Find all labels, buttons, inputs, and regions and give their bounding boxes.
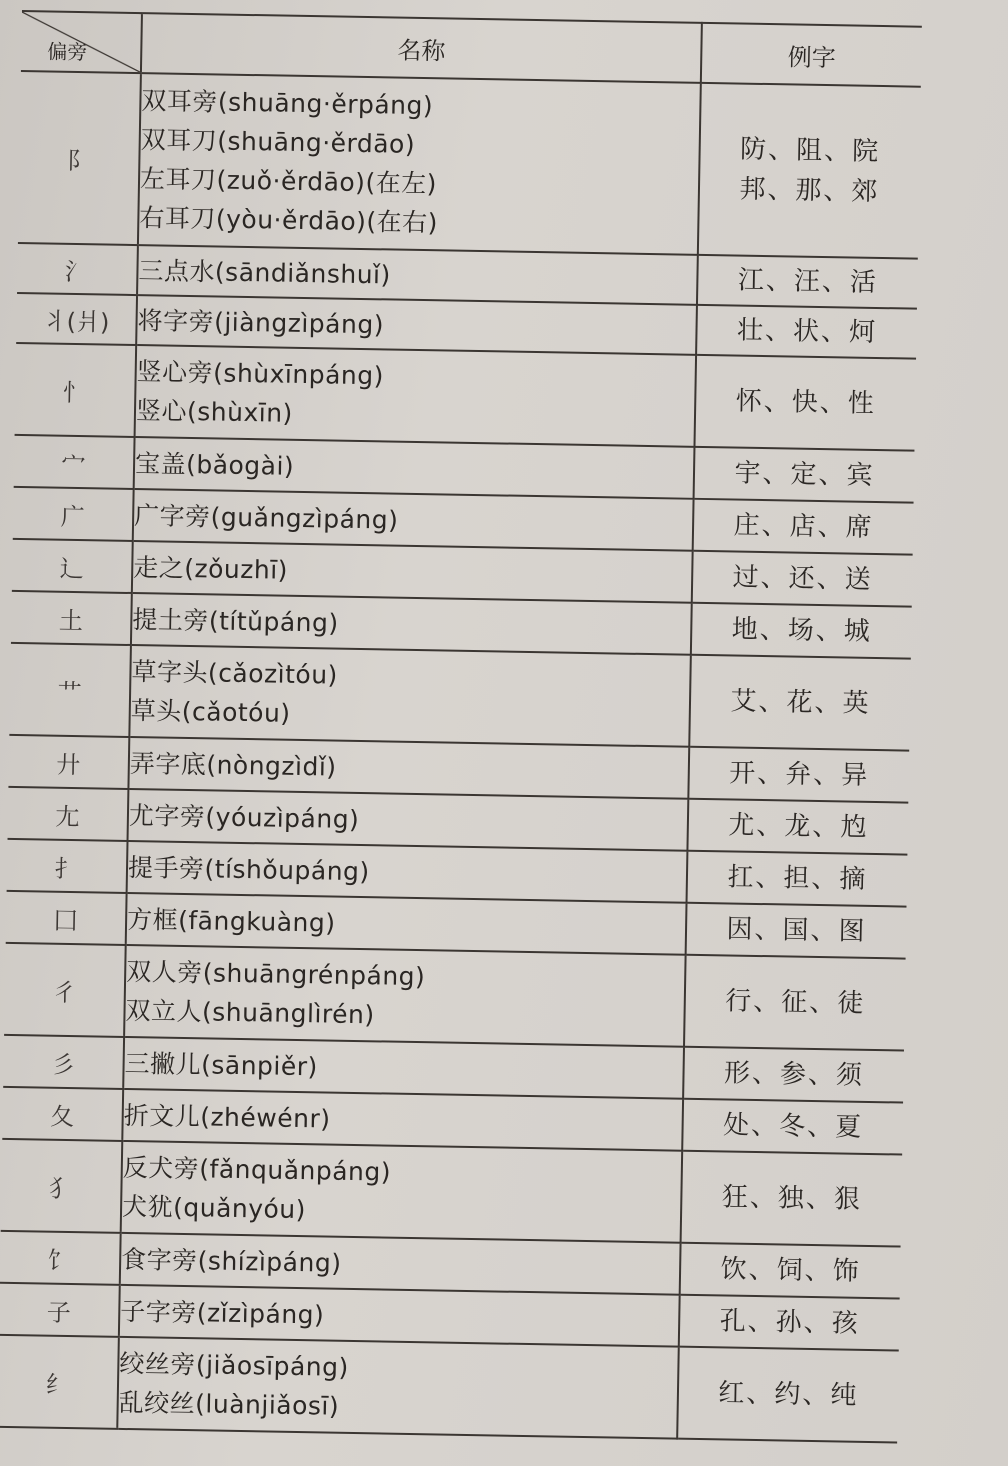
- example-characters: 开、弁、异: [729, 758, 870, 791]
- radical-cell: 宀: [14, 435, 135, 489]
- radical-name-line: 弄字底(nòngzìdǐ): [129, 748, 337, 782]
- example-characters: 壮、状、炣: [736, 315, 878, 348]
- radical-name-line: 子字旁(zǐzìpáng): [120, 1296, 325, 1329]
- examples-cell: [681, 1151, 903, 1247]
- radical-name-line: 提土旁(títǔpáng): [132, 604, 339, 638]
- examples-cell: [687, 799, 908, 855]
- radical-name-line: 草字头(cǎozìtóu): [131, 657, 339, 690]
- name-cell: [138, 73, 701, 255]
- examples-cell: [694, 355, 916, 451]
- example-characters: 庄、店、席: [733, 510, 874, 543]
- radical-cell: 彡: [3, 1035, 124, 1089]
- example-characters: 饮、饲、饰: [720, 1254, 861, 1287]
- radical-name-line: 食字旁(shízìpáng): [120, 1244, 342, 1278]
- radical-name-line: 左耳刀(zuǒ·ěrdāo)(在左): [139, 164, 438, 199]
- table-row: [18, 71, 921, 259]
- example-characters: 地、场、城: [731, 614, 873, 647]
- example-characters: 因、国、图: [726, 914, 867, 947]
- example-characters: 艾、花、英: [730, 686, 871, 719]
- name-column-header: 名称: [141, 13, 702, 83]
- radical-name-line: 犬犹(quǎnyóu): [121, 1191, 307, 1225]
- table-row: [0, 1335, 899, 1443]
- radicals-table: [0, 10, 922, 1443]
- examples-cell: [694, 447, 915, 503]
- examples-cell: [687, 851, 908, 907]
- example-characters: 孔、孙、孩: [719, 1306, 860, 1339]
- examples-cell: [686, 903, 907, 959]
- radical-name-line: 将字旁(jiàngzìpáng): [137, 305, 385, 339]
- example-characters: 江、汪、活: [737, 265, 879, 298]
- radical-cell: 饣: [0, 1231, 121, 1285]
- example-characters: 宇、定、宾: [734, 458, 875, 491]
- table-body: [0, 71, 921, 1443]
- radical-name-line: 双立人(shuānglìrén): [125, 995, 375, 1030]
- radical-cell: 艹: [9, 643, 131, 737]
- example-characters: 邦、那、郊: [739, 174, 880, 207]
- radical-cell: 彳: [4, 943, 126, 1037]
- name-cell: [129, 645, 691, 747]
- radical-name-line: 双人旁(shuāngrénpáng): [125, 956, 426, 992]
- radical-name-line: 双耳刀(shuāng·ěrdāo): [140, 125, 416, 159]
- examples-cell: [684, 955, 906, 1051]
- radical-cell: 纟: [0, 1335, 119, 1429]
- radical-name-line: 尤字旁(yóuzìpáng): [128, 800, 360, 834]
- examples-cell: [693, 499, 914, 555]
- example-characters: 处、冬、夏: [722, 1110, 864, 1143]
- table-row: [9, 643, 910, 751]
- example-characters: 防、阻、院: [739, 134, 881, 167]
- radical-name-line: 三撇儿(sānpiěr): [124, 1048, 319, 1081]
- radical-name-line: 右耳刀(yòu·ěrdāo)(在右): [139, 203, 439, 238]
- example-characters: 扛、担、摘: [727, 862, 868, 895]
- examples-cell: [691, 603, 912, 659]
- example-characters: 行、征、徒: [725, 986, 866, 1019]
- radical-name-line: 竖心旁(shùxīnpáng): [136, 357, 385, 391]
- example-characters: 怀、快、性: [735, 386, 877, 419]
- example-characters: 过、还、送: [732, 562, 873, 595]
- name-cell: [124, 945, 686, 1047]
- examples-cell: [688, 747, 909, 803]
- radical-cell: 广: [13, 487, 134, 541]
- radical-cell: 夂: [2, 1087, 123, 1141]
- radical-cell: 扌: [7, 839, 128, 893]
- radical-name-line: 广字旁(guǎngzìpáng): [133, 500, 399, 535]
- table-row: [15, 343, 916, 451]
- examples-cell: [683, 1047, 904, 1103]
- examples-cell: [677, 1347, 899, 1443]
- radical-name-line: 反犬旁(fǎnquǎnpáng): [122, 1152, 392, 1187]
- radical-name-line: 双耳旁(shuāng·ěrpáng): [141, 86, 434, 121]
- examples-cell: [698, 83, 921, 259]
- examples-cell: [696, 305, 917, 359]
- examples-cell: [692, 551, 913, 607]
- radical-cell: 廾: [8, 735, 129, 789]
- name-cell: [117, 1337, 679, 1439]
- radical-cell: 阝: [18, 71, 141, 245]
- radical-cell: 辶: [12, 539, 133, 593]
- radical-cell: 丬(爿): [16, 293, 137, 345]
- table-row: [4, 943, 905, 1051]
- examples-column-header: 例字: [701, 23, 922, 87]
- radical-cell: 忄: [15, 343, 137, 437]
- radical-name-line: 走之(zǒuzhī): [133, 552, 289, 585]
- radical-name-line: 提手旁(tíshǒupáng): [127, 852, 370, 886]
- example-characters: 形、参、须: [723, 1058, 865, 1091]
- radical-name-line: 草头(cǎotóu): [130, 696, 291, 728]
- radical-name-line: 三点水(sāndiǎnshuǐ): [138, 255, 392, 289]
- examples-cell: [679, 1295, 900, 1351]
- radical-name-line: 方框(fāngkuàng): [126, 904, 336, 938]
- example-characters: 红、约、纯: [718, 1378, 859, 1411]
- examples-cell: [689, 655, 911, 751]
- radical-name-line: 乱绞丝(luànjiǎosī): [118, 1387, 340, 1421]
- examples-cell: [680, 1243, 901, 1299]
- radical-cell: 氵: [17, 243, 138, 295]
- name-cell: [135, 345, 697, 447]
- example-characters: 狂、独、狠: [721, 1182, 863, 1215]
- table-row: [1, 1139, 902, 1247]
- radical-name-line: 竖心(shùxīn): [135, 396, 294, 428]
- name-cell: [121, 1141, 683, 1243]
- radical-cell: 囗: [6, 891, 127, 945]
- radical-column-header: [21, 11, 142, 73]
- radical-header-label: 偏旁: [47, 39, 88, 65]
- radical-name-line: 绞丝旁(jiǎosīpáng): [119, 1348, 350, 1382]
- radical-cell: 子: [0, 1283, 120, 1337]
- radical-name-line: 宝盖(bǎogài): [134, 448, 295, 481]
- radical-cell: 尢: [8, 787, 129, 841]
- radical-cell: 犭: [1, 1139, 123, 1233]
- example-characters: 尤、龙、尥: [728, 810, 869, 843]
- table-wrapper: [0, 10, 922, 1443]
- examples-cell: [682, 1099, 903, 1155]
- radical-name-line: 折文儿(zhéwénr): [123, 1100, 331, 1134]
- radical-cell: 土: [11, 591, 132, 645]
- examples-cell: [697, 255, 918, 309]
